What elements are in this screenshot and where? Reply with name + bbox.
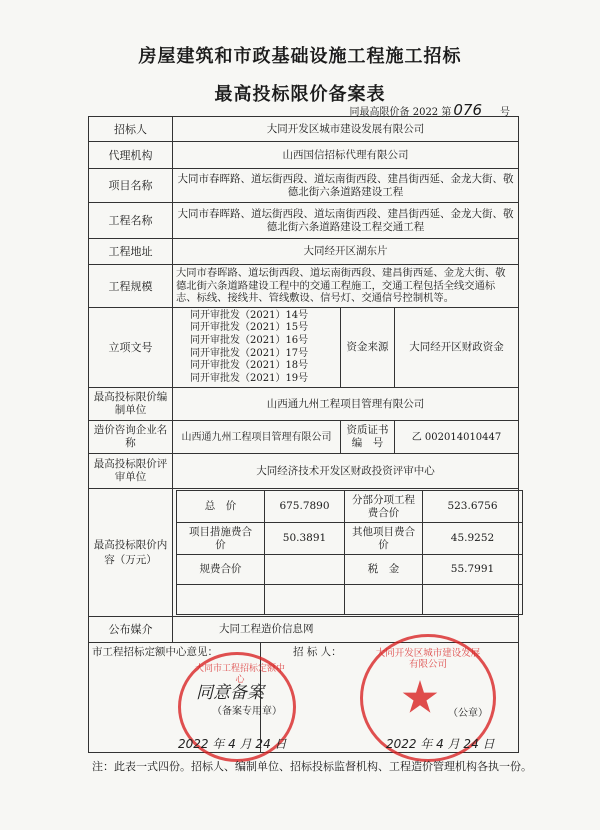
empty-cell [423,585,523,615]
engineering-value: 大同市春晖路、道坛街西段、道坛南街西段、建昌街西延、金龙大街、敬德北街六条道路建设工程交通工程 [173,203,519,239]
right-seal-text: 大同开发区城市建设发展有限公司 [375,648,481,670]
title-line-2: 最高投标限价备案表 [214,84,386,105]
left-seal-text: 大同市工程招标定额中心 [194,664,285,685]
agency-label: 代理机构 [89,142,173,169]
row-price [89,489,519,617]
empty-cell [265,585,345,615]
cert-label: 资质证书编 号 [341,421,395,454]
row-scale [89,265,519,308]
measure-label: 项目措施费合 价 [177,523,265,555]
sub-value: 523.6756 [423,491,523,523]
project-value: 大同市春晖路、道坛街西段、道坛南街西段、建昌街西延、金龙大街、敬德北街六条道路建设工程 [173,169,519,203]
reg-suffix: 号 [500,107,510,118]
title-line-1: 房屋建筑和市政基础设施工程施工招标 [138,46,462,67]
media-label: 公布媒介 [89,617,173,643]
scale-label: 工程规模 [89,265,173,308]
left-note: （备案专用章） [212,706,282,717]
other-label: 其他项目费合 价 [345,523,423,555]
reg-prefix: 同最高限价备 2022 第 [349,107,452,118]
approval-doc: 同开审批发（2021）15号 [190,322,309,334]
right-date: 2022 年 4 月 24 日 [386,737,495,751]
compiler-label: 最高投标限价编制单位 [89,388,173,421]
left-handwritten: 同意备案 [196,683,264,703]
footnote: 注：此表一式四份。招标人、编制单位、招标投标监督机构、工程造价管理机构各执一份。 [92,760,532,773]
left-title: 市工程招标定额中心意见： [92,646,218,658]
fund-value: 大同经开区财政资金 [395,308,519,388]
right-title: 招 标 人： [293,646,342,658]
empty-cell [345,585,423,615]
row-tenderer [89,117,519,142]
reg-number: 076 [453,101,482,119]
row-consult [89,421,519,454]
project-label: 项目名称 [89,169,173,203]
address-value: 大同经开区湖东片 [173,239,519,265]
tax-value: 55.7991 [423,555,523,585]
tax-label: 税 金 [345,555,423,585]
approval-doc: 同开审批发（2021）17号 [190,347,309,359]
row-address [89,239,519,265]
review-value: 大同经济技术开发区财政投资评审中心 [173,454,519,489]
other-value: 45.9252 [423,523,523,555]
row-agency [89,142,519,169]
fee-value [265,555,345,585]
empty-cell [177,585,265,615]
approval-docs [173,308,341,388]
tenderer-label: 招标人 [89,117,173,142]
price-label: 最高投标限价内容（万元） [89,489,173,617]
right-note: （公章） [448,708,488,719]
approval-doc: 同开审批发（2021）18号 [190,360,309,372]
fund-label: 资金来源 [341,308,395,388]
agency-value: 山西国信招标代理有限公司 [173,142,519,169]
review-label: 最高投标限价评审单位 [89,454,173,489]
engineering-label: 工程名称 [89,203,173,239]
consult-label: 造价咨询企业名称 [89,421,173,454]
row-compiler [89,388,519,421]
row-review [89,454,519,489]
approval-doc: 同开审批发（2021）19号 [190,372,309,384]
tenderer-value: 大同开发区城市建设发展有限公司 [173,117,519,142]
address-label: 工程地址 [89,239,173,265]
measure-value: 50.3891 [265,523,345,555]
left-date: 2022 年 4 月 24 日 [178,737,287,751]
total-value: 675.7890 [265,491,345,523]
media-value: 大同工程造价信息网 [173,617,519,643]
price-grid-cell [173,489,519,617]
row-approval [89,308,519,388]
scale-value: 大同市春晖路、道坛街西段、道坛南街西段、建昌街西延、金龙大街、敬德北街六条道路建设工程中的交通工程施工，交通工程包括全线交通标志、标线、接线井、管线敷设、信号灯、交通信号控制机等。 [173,265,519,308]
fee-label: 规费合价 [177,555,265,585]
row-project [89,169,519,203]
approval-doc: 同开审批发（2021）16号 [190,334,309,346]
compiler-value: 山西通九州工程项目管理有限公司 [173,388,519,421]
sub-label: 分部分项工程费合价 [345,491,423,523]
price-grid [176,490,523,615]
consult-value: 山西通九州工程项目管理有限公司 [173,421,341,454]
row-engineering [89,203,519,239]
approval-label: 立项文号 [89,308,173,388]
cert-value: 乙 002014010447 [395,421,519,454]
approval-doc: 同开审批发（2021）14号 [190,309,309,321]
total-label: 总 价 [177,491,265,523]
